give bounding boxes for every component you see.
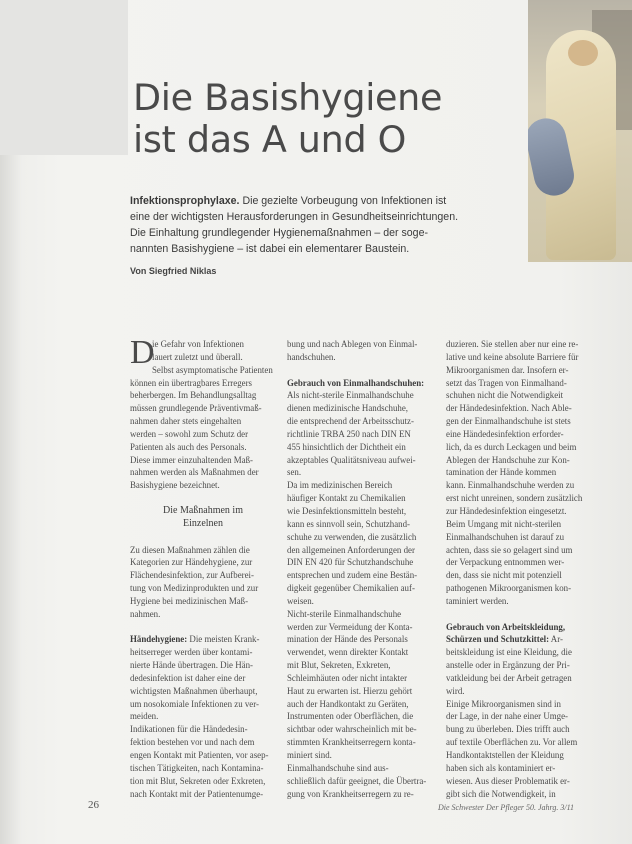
text-line: 455 hinsichtlich der Dichtheit ein [287, 441, 406, 452]
text-line: Instrumenten oder Oberflächen, die [287, 711, 414, 722]
text-line: wie Desinfektionsmitteln besteht, [287, 505, 407, 516]
text-line: schuhen nicht die Notwendigkeit [446, 390, 564, 401]
text-line: Einmalhandschuhe sind aus- [287, 762, 389, 773]
col1-body-b [130, 544, 276, 621]
text-line: Hygiene bei medizinischen Maß- [130, 595, 249, 606]
text-line: gung von Krankheitserregern zu re- [287, 788, 414, 799]
text-line: tion mit Blut, Sekreten oder Exkreten, [130, 775, 266, 786]
text-line: Haut zu erwarten ist. Hierzu gehört [287, 685, 413, 696]
col1-body-c [130, 646, 276, 800]
text-line: taminiert werden. [446, 595, 509, 606]
text-line: sen. [287, 467, 302, 478]
text-line: lich, da es durch Leckagen und beim [446, 441, 577, 452]
text-line: erst nicht unreinen, sondern zusätzlich [446, 493, 583, 504]
text-line: ie Gefahr von Infektionen [152, 339, 244, 349]
text-line: nahmen daher stets eingehalten [130, 416, 242, 427]
journal-footer: Die Schwester Der Pfleger 50. Jahrg. 3/11 [438, 803, 574, 812]
text-line: dienen medizinische Handschuhe, [287, 403, 409, 414]
para-first-text: Ar- [549, 634, 563, 645]
text-line: Mikroorganismen dar. Insofern er- [446, 364, 569, 375]
col1-heading [130, 505, 276, 531]
text-line: beherbergen. Im Behandlungsalltag [130, 390, 257, 401]
text-line: die entsprechend der Arbeitsschutz- [287, 416, 414, 427]
text-line: miniert sind. [287, 750, 332, 760]
text-line: verwendet, wenn direkter Kontakt [287, 647, 409, 658]
col3-body-a [446, 338, 596, 608]
text-line: Indikationen für die Händedesin- [130, 724, 248, 735]
lead-paragraph [130, 194, 530, 258]
text-line: duzieren. Sie stellen aber nur eine re- [446, 339, 579, 349]
text-line: stimmten Krankheitserregern konta- [287, 737, 416, 748]
text-line: auf textile Oberflächen zu. Vor allem [446, 737, 578, 748]
text-line: akzeptables Qualitätsniveau aufwei- [287, 454, 416, 465]
text-line: weisen. [287, 595, 314, 606]
text-line: Einzelnen [183, 517, 223, 529]
text-column-2 [287, 338, 435, 800]
text-line: zur Händedesinfektion eingesetzt. [446, 505, 567, 516]
text-line: Patienten als auch des Personals. [130, 441, 247, 452]
para-heading: Gebrauch von Arbeitskleidung, [446, 621, 566, 632]
title-line: ist das A und O [133, 118, 407, 161]
text-line: gibt sich die Notwendigkeit, in [446, 788, 556, 799]
text-line: nierte Hände übertragen. Die Hän- [130, 660, 253, 671]
text-line: heitserreger werden über kontami- [130, 647, 253, 658]
text-line: um nosokomiale Infektionen zu ver- [130, 698, 259, 709]
dropcap-lines [130, 334, 276, 377]
text-line: Flächendesinfektion, zur Aufberei- [130, 570, 254, 581]
text-line: engen Kontakt mit Patienten, vor asep- [130, 750, 269, 760]
text-line: der Händedesinfektion. Nach Able- [446, 403, 572, 414]
text-line: Basishygiene bezeichnet. [130, 480, 220, 491]
title-line: Die Basishygiene [133, 76, 443, 119]
col3-para-start [446, 633, 596, 646]
drop-cap: D [130, 334, 155, 371]
text-line: haben sich als kontaminiert er- [446, 762, 556, 773]
text-line: fektion bestehen vor und nach dem [130, 737, 255, 748]
text-line: Beim Umgang mit nicht-sterilen [446, 518, 562, 529]
text-line: wird. [446, 685, 465, 696]
lead-line: Die Einhaltung grundlegender Hygienemaßnahmen – der soge- [130, 226, 428, 239]
text-line: Als nicht-sterile Einmalhandschuhe [287, 390, 414, 401]
text-line: müssen grundlegende Präventivmaß- [130, 403, 262, 414]
text-line: DIN EN 420 für Schutzhandschuhe [287, 557, 414, 568]
col2-body-b [287, 389, 435, 800]
text-line: beitskleidung ist eine Kleidung, die [446, 647, 572, 658]
article-title [133, 77, 442, 161]
text-line: Einige Mikroorganismen sind in [446, 698, 561, 709]
text-line: mit Blut, Sekreten, Exkreten, [287, 660, 391, 671]
col2-body-a [287, 338, 435, 364]
text-line: nahmen werden als Maßnahmen der [130, 467, 259, 478]
text-line: Schleimhäuten oder nicht intakter [287, 672, 408, 683]
header-band [0, 0, 128, 155]
text-line: der Verpackung entnommen wer- [446, 557, 565, 568]
col1-body [130, 377, 276, 493]
text-line: lative und keine absolute Barriere für [446, 351, 579, 362]
text-line: handschuhen. [287, 351, 336, 362]
text-line: setzt das Tragen von Einmalhand- [446, 377, 567, 388]
lead-line [130, 194, 530, 210]
text-line: gen der Einmalhandschuhe ist stets [446, 416, 571, 427]
text-line: eine Händedesinfektion erforder- [446, 428, 564, 439]
text-line: auch der Handkontakt zu Geräten, [287, 698, 409, 709]
text-line: Ablegen der Handschuhe zur Kon- [446, 454, 570, 465]
text-line: wichtigsten Maßnahmen überhaupt, [130, 685, 258, 696]
text-column-1 [130, 334, 276, 800]
text-line: Einmalhandschuhen ist darauf zu [446, 531, 565, 542]
text-line: Da im medizinischen Bereich [287, 480, 393, 491]
text-line: Kategorien zur Händehygiene, zur [130, 557, 253, 568]
text-line: schließlich dafür geeignet, die Übertra- [287, 775, 427, 786]
text-line: Diese immer einzuhaltenden Maß- [130, 454, 253, 465]
para-heading: Schürzen und Schutzkittel: [446, 634, 550, 645]
text-line: kann es sinnvoll sein, Schutzhand- [287, 518, 410, 529]
text-line: Selbst asymptomatische Patienten [152, 364, 273, 375]
lead-keyword: Infektionsprophylaxe. [130, 195, 240, 207]
text-line: können ein übertragbares Erregers [130, 377, 252, 388]
text-line: meiden. [130, 711, 159, 722]
text-line: bung zu überleben. Dies trifft auch [446, 724, 570, 735]
byline: Von Siegfried Niklas [130, 266, 217, 276]
text-line: den, dass sie nicht mit potenziell [446, 570, 562, 581]
text-line: sichtbar oder wahrscheinlich mit be- [287, 724, 417, 735]
text-line: Handkontaktstellen der Kleidung [446, 750, 564, 760]
text-line: häufiger Kontakt zu Chemikalien [287, 493, 406, 504]
text-line: werden zur Vermeidung der Konta- [287, 621, 413, 632]
text-line: richtlinie TRBA 250 nach DIN EN [287, 428, 411, 439]
text-line: kann. Einmalhandschuhe werden zu [446, 480, 575, 491]
text-column-3 [446, 338, 596, 800]
para-heading: Gebrauch von Einmalhandschuhen: [287, 377, 425, 388]
text-line: nach Kontakt mit der Patientenumge- [130, 788, 264, 799]
text-line: anstelle oder in Ergänzung der Pri- [446, 660, 570, 671]
text-line: wiesen. Aus dieser Problematik er- [446, 775, 570, 786]
text-line: achten, dass sie so gelagert sind um [446, 544, 573, 555]
text-line: schuhe zu verwenden, die zusätzlich [287, 531, 417, 542]
text-line: Zu diesen Maßnahmen zählen die [130, 544, 250, 555]
text-line: Die Maßnahmen im [163, 504, 243, 516]
text-line: tamination der Hände kommen [446, 467, 557, 478]
col1-para-start [130, 633, 276, 646]
lead-line: eine der wichtigsten Herausforderungen in Gesundheitseinrichtungen. [130, 210, 459, 223]
text-line: mination der Hände des Personals [287, 634, 408, 645]
lead-line-rest: Die gezielte Vorbeugung von Infektionen ist [239, 195, 447, 207]
text-line: pathogenen Mikroorganismen kon- [446, 583, 572, 594]
text-line: vatkleidung bei der Arbeit getragen [446, 672, 572, 683]
header-photo [528, 0, 632, 262]
para-heading: Händehygiene: [130, 634, 188, 645]
text-line: lauert zuletzt und überall. [152, 351, 243, 362]
text-line: der Lage, in der nahe einer Umge- [446, 711, 568, 722]
col3-body-b [446, 646, 596, 800]
text-line: bung und nach Ablegen von Einmal- [287, 339, 418, 349]
text-line: digkeit gegenüber Chemikalien auf- [287, 583, 415, 594]
lead-line: nannten Basishygiene – ist dabei ein elementarer Baustein. [130, 242, 410, 255]
text-line: tung von Medizinprodukten und zur [130, 583, 259, 594]
text-line: tischen Tätigkeiten, nach Kontamina- [130, 762, 264, 773]
text-line: dedesinfektion ist daher eine der [130, 672, 246, 683]
text-line: Nicht-sterile Einmalhandschuhe [287, 608, 402, 619]
page-number: 26 [88, 799, 99, 811]
photo-hand [568, 40, 598, 66]
para-first-text: Die meisten Krank- [187, 634, 260, 645]
text-line: den allgemeinen Anforderungen der [287, 544, 415, 555]
text-line: nahmen. [130, 608, 161, 619]
text-line: entsprechen und zudem eine Bestän- [287, 570, 418, 581]
text-line: werden – sowohl zum Schutz der [130, 428, 249, 439]
